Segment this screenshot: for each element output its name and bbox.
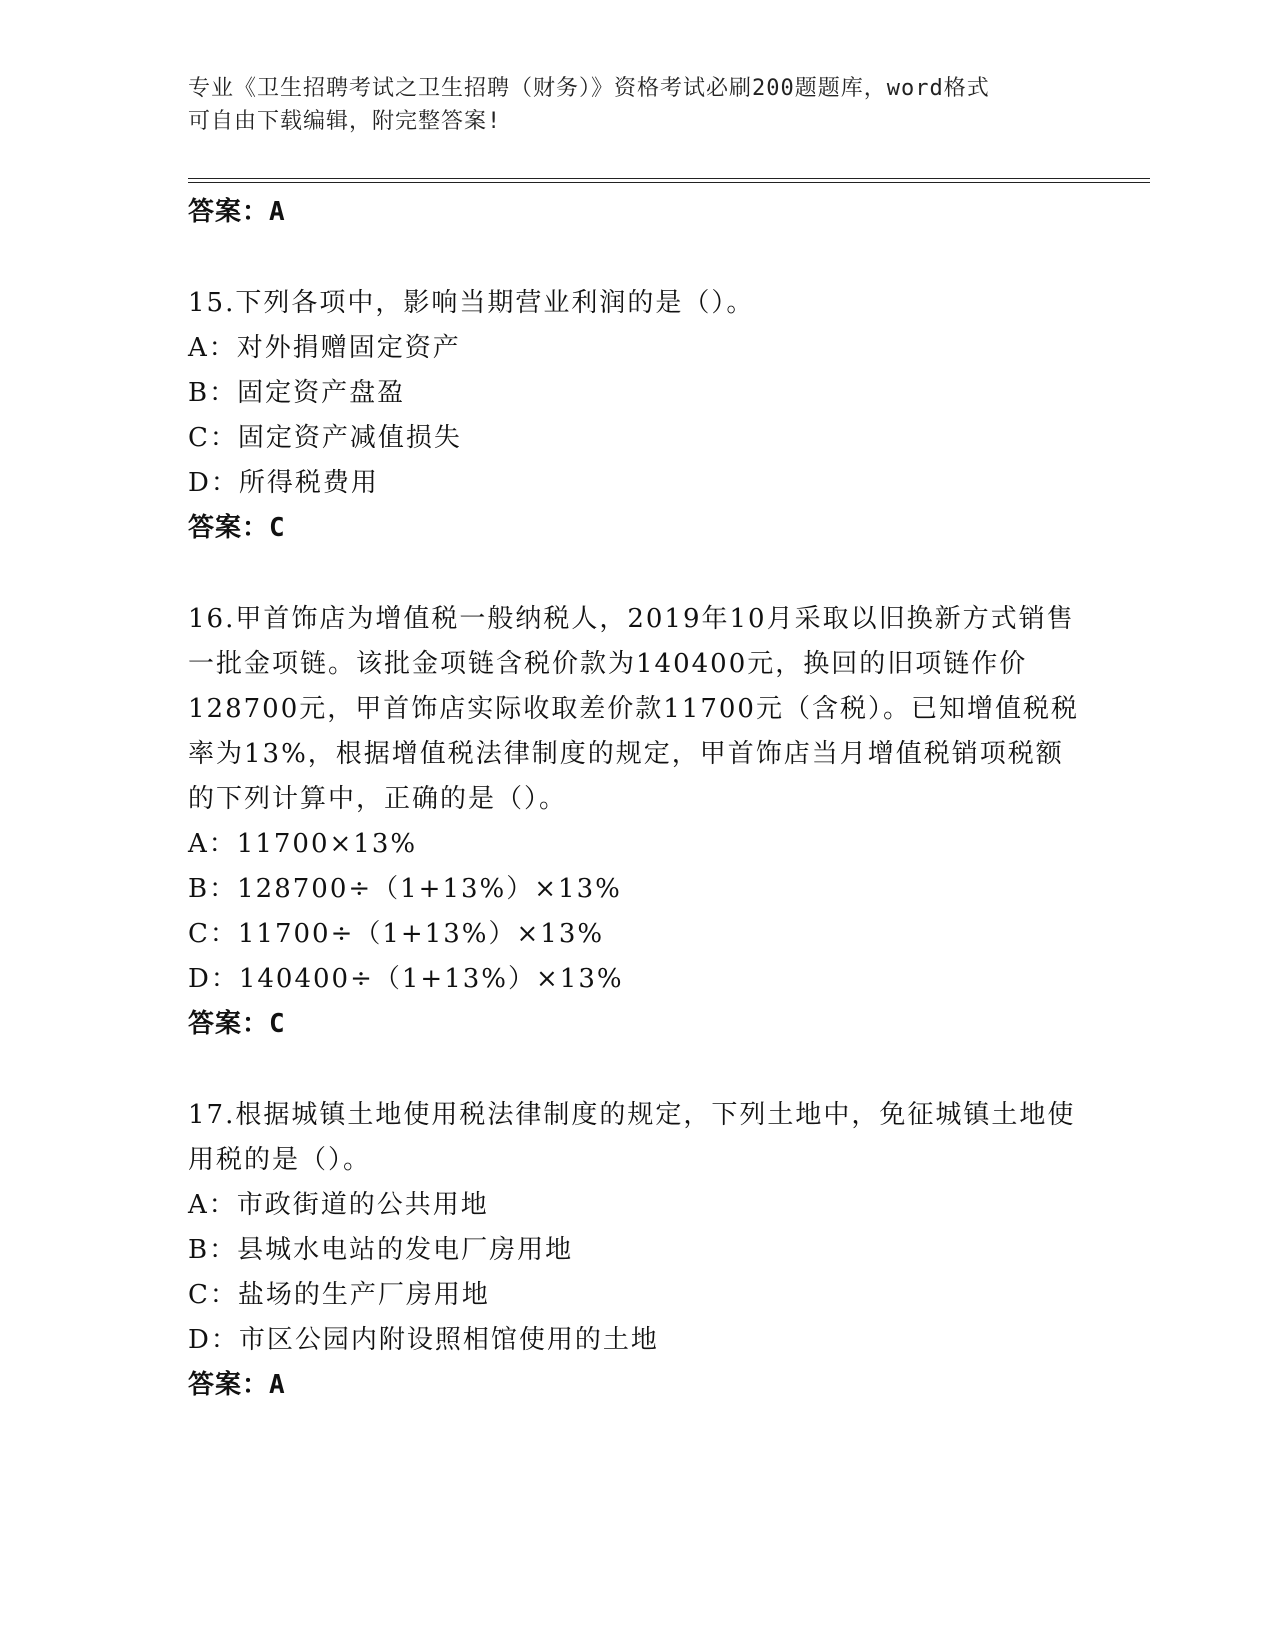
- question-17: [188, 1093, 1088, 1408]
- previous-answer: 答案：A: [188, 197, 286, 227]
- header-rule-top: [188, 178, 1150, 179]
- question-list: [188, 190, 1088, 1408]
- question-16: [188, 597, 1088, 1047]
- header-rule-bottom: [188, 182, 1150, 183]
- question-stem: 17.根据城镇土地使用税法律制度的规定，下列土地中，免征城镇土地使用税的是（）。: [188, 1100, 1076, 1175]
- question-stem: 16.甲首饰店为增值税一般纳税人，2019年10月采取以旧换新方式销售一批金项链。该批金项链含税价款为140400元，换回的旧项链作价128700元，甲首饰店实际收取差价款11700元（含税）。已知增值税税率为13%，根据增值税法律制度的规定，甲首饰店当月增值税销项税额的下列计算中，正确的是（）。: [188, 604, 1079, 814]
- spacer: [188, 551, 1088, 597]
- option-b: B：固定资产盘盈: [188, 378, 406, 408]
- header-line-1: 专业《卫生招聘考试之卫生招聘（财务）》资格考试必刷200题题库，word格式: [188, 76, 990, 101]
- option-b: B：128700÷（1+13%）×13%: [188, 874, 622, 904]
- spacer: [188, 235, 1088, 281]
- option-c: C：11700÷（1+13%）×13%: [188, 919, 605, 949]
- option-d: D：140400÷（1+13%）×13%: [188, 964, 624, 994]
- option-a: A：市政街道的公共用地: [188, 1190, 489, 1220]
- option-c: C：盐场的生产厂房用地: [188, 1280, 490, 1310]
- answer: 答案：A: [188, 1370, 286, 1400]
- answer: 答案：C: [188, 1009, 286, 1039]
- option-d: D：所得税费用: [188, 468, 379, 498]
- question-stem: 15.下列各项中，影响当期营业利润的是（）。: [188, 288, 755, 318]
- option-d: D：市区公园内附设照相馆使用的土地: [188, 1325, 659, 1355]
- question-15: [188, 281, 1088, 551]
- header-line-2: 可自由下载编辑，附完整答案!: [188, 109, 502, 134]
- spacer: [188, 1047, 1088, 1093]
- answer: 答案：C: [188, 513, 286, 543]
- option-b: B：县城水电站的发电厂房用地: [188, 1235, 574, 1265]
- option-a: A：对外捐赠固定资产: [188, 333, 461, 363]
- option-c: C：固定资产减值损失: [188, 423, 462, 453]
- option-a: A：11700×13%: [188, 829, 418, 859]
- document-header: [188, 72, 1068, 138]
